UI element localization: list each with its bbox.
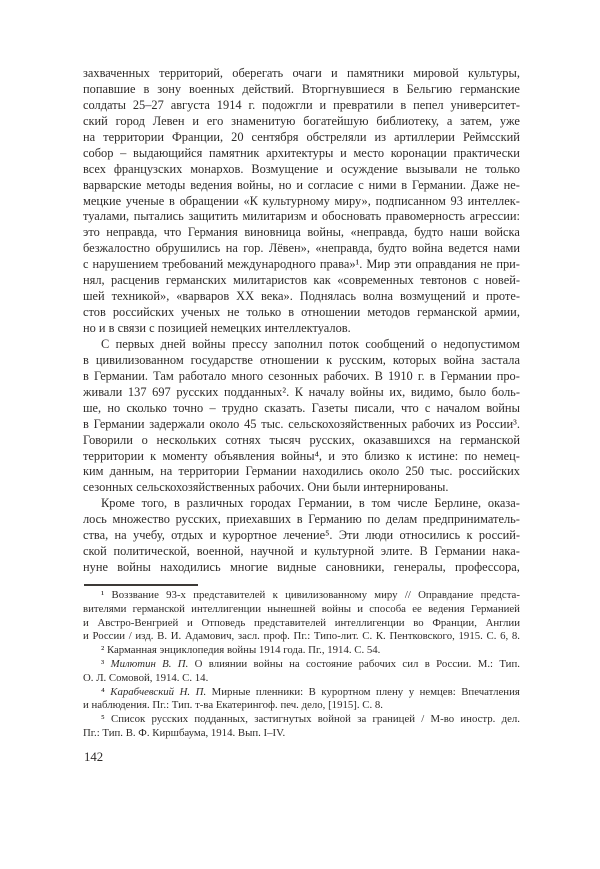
footnote-line: и наблюдения. Пг.: Тип. т-ва Екатерингоф. печ. дело, [1915]. С. 8. [83,699,383,712]
body-line: туалами, пытались защитить милитаризм и обосновать правомерность агрессии: [83,209,520,224]
footnotes [83,589,520,741]
body-line: лось множество русских, приехавших в Германию по делам предприниматель- [83,512,520,527]
body-line: это неправда, что Германия виновница войны, «неправда, будто наши войска [83,225,520,240]
footnote-separator [84,584,198,586]
body-line: ства, на учебу, отдых и курортное лечение⁵. Эти люди относились к россий- [83,528,520,543]
body-line: территории к моменту объявления войны⁴, и это близко к истине: по немец- [83,448,520,463]
body-line: захваченных территорий, оберегать очаги и памятники мировой культуры, [83,66,520,80]
body-line: ше, но сколько точно – трудно сказать. Газеты писали, что с началом войны [83,400,520,415]
footnote-line: ⁴ Карабчевский Н. П. Мирные пленники: В курортном плену у немцев: Впечатления [101,685,520,698]
body-line: безжалостно обрушились на гор. Лёвен», «неправда, будто война ведется нами [83,241,520,256]
body-line: Кроме того, в различных городах Германии, в том числе Берлине, оказа- [101,496,520,511]
body-line: но и в связи с позицией немецких интеллектуалов. [83,321,351,335]
footnote-line: и Австро-Венгрией и Отповедь представителей интеллигенции во Франции, Англии [83,616,520,629]
body-line: нял, расценив германских милитаристов как «современных тевтонов с новей- [83,273,520,288]
body-line: в Германии задержали около 45 тыс. сельскохозяйственных рабочих из России³. [83,416,520,431]
body-line: всех французских монархов. Возмущение и осуждение вызывали не только [83,161,520,176]
body-line: варварские методы ведения войны, но и согласие с ними в Германии. Даже не- [83,177,520,192]
body-line: мецкие ученые в обращении «К культурному миру», подписанном 93 интеллек- [83,193,520,208]
body-line: ким данным, на территории Германии находились около 250 тыс. российских [83,464,520,479]
footnote-line: ¹ Воззвание 93-х представителей к цивилизованному миру // Оправдание предста- [101,589,520,601]
body-line: нуне войны находились многие видные сановники, генералы, профессора, [83,560,520,575]
body-line: на территории Франции, 20 сентября обстреляли из артиллерии Реймсский [83,129,520,144]
body-line: в цивилизованном государстве отношении к русским, которых война застала [83,352,520,367]
body-line: шей техникой», «варваров XX века». Поднялась волна возмущений и проте- [83,289,520,304]
body-line: ский город Левен и его знаменитую богатейшую библиотеку, а затем, уже [83,113,520,128]
body-line: собор – выдающийся памятник архитектуры и место коронации практически [83,145,520,160]
body-line: живали 137 697 русских подданных². К началу войны их, видимо, было боль- [83,384,520,399]
body-line: сезонных сельскохозяйственных рабочих. Они были интернированы. [83,480,449,495]
body-text [83,66,520,576]
page-number: 142 [84,750,104,764]
body-line: солдаты 25–27 августа 1914 г. подожгли и превратили в пепел университет- [83,97,520,112]
footnote-line: Пг.: Тип. В. Ф. Киршбаума, 1914. Вып. I–IV. [83,726,286,739]
body-line: попавшие в зону военных действий. Вторгнувшиеся в Бельгию германские [83,81,520,96]
body-line: с нарушением требований международного права»¹. Мир эти оправдания не при- [83,257,520,272]
footnote-line: и России / изд. В. И. Адамович, засл. проф. Пг.: Типо-лит. С. К. Пентковского, 1915. С. 6, 8. [83,630,520,643]
body-line: в Германии. Там работало много сезонных рабочих. В 1910 г. в Германии про- [83,368,520,383]
footnote-line: вителями германской интеллигенции нынешней войны и способа ее ведения Германией [83,602,520,615]
footnote-line: ³ Милютин В. П. О влиянии войны на состояние рабочих сил в России. М.: Тип. [101,657,520,670]
body-line: С первых дней войны прессу заполнил поток сообщений о недопустимом [101,336,520,351]
body-line: стов российских ученых не только в отношении методов германской армии, [83,305,520,320]
footnote-line: ² Карманная энциклопедия войны 1914 года. Пг., 1914. С. 54. [101,644,381,657]
footnote-line: О. Л. Сомовой, 1914. С. 14. [83,671,209,684]
footnote-line: ⁵ Список русских подданных, застигнутых войной за границей / М-во иностр. дел. [101,713,520,726]
body-line: ской политической, военной, научной и культурной элите. В Германии нака- [83,544,520,559]
body-line: Говорили о нескольких сотнях тысяч русских, оказавшихся на германской [83,432,520,447]
